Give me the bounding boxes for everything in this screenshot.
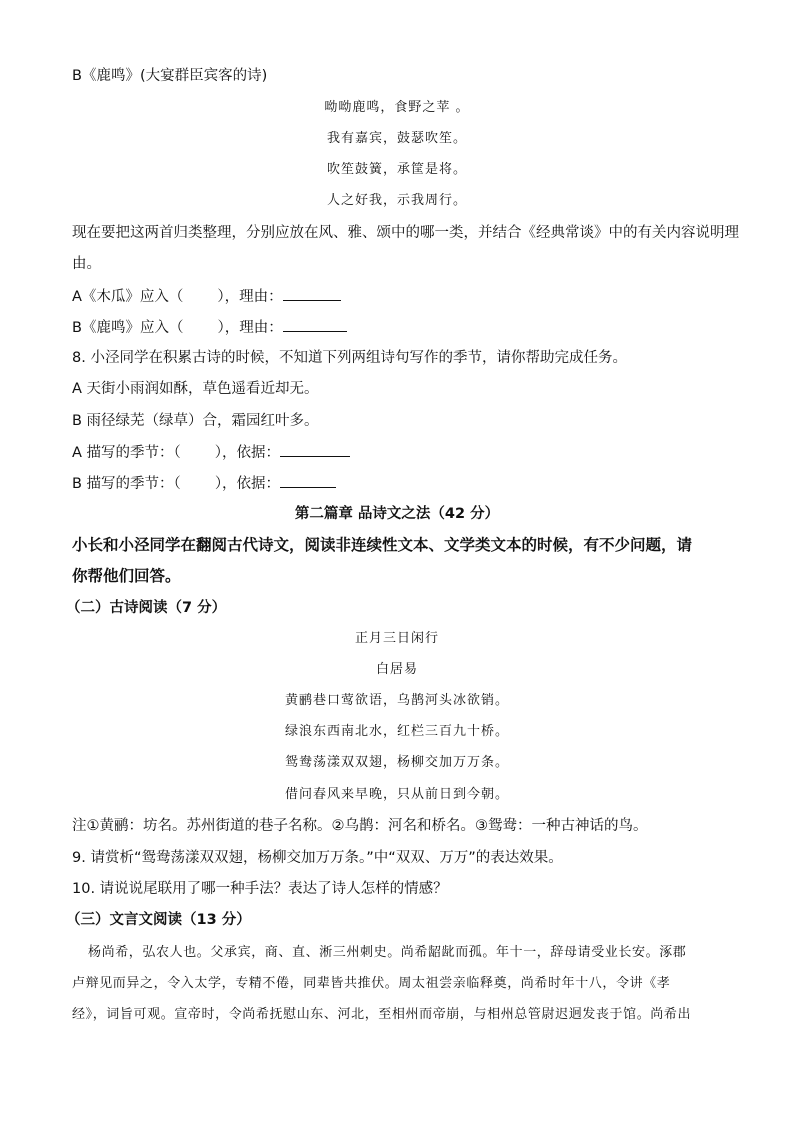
classical-text-line: 卢辩见而异之，令入太学，专精不倦，同辈皆共推伏。周太祖尝亲临释奠，尚希时年十八，令讲《孝 bbox=[72, 976, 671, 991]
poetry-reading-heading: （二）古诗阅读（7 分） bbox=[66, 600, 227, 616]
poem-line: 黄鹂巷口莺欲语，乌鹊河头冰欲销。 bbox=[284, 693, 509, 708]
q7-answer-a bbox=[72, 286, 341, 307]
poem-line: 借问春风来早晚，只从前日到今朝。 bbox=[284, 787, 509, 802]
q8-answer-b bbox=[72, 473, 336, 494]
q8-a-mid: ），依据： bbox=[214, 445, 281, 461]
poem-b-line: 人之好我，示我周行。 bbox=[326, 193, 467, 208]
q7-a-prefix: A《木瓜》应入（ bbox=[72, 289, 184, 305]
poem-b-line: 呦呦鹿鸣，食野之苹 。 bbox=[324, 100, 470, 115]
reason-blank[interactable] bbox=[283, 286, 341, 301]
q8-b-prefix: B 描写的季节：（ bbox=[72, 476, 181, 492]
poem-line: 鸳鸯荡漾双双翅，杨柳交加万万条。 bbox=[284, 755, 509, 770]
basis-blank[interactable] bbox=[280, 473, 336, 488]
q8-b-mid: ），依据： bbox=[214, 476, 281, 492]
q7-a-mid: ），理由： bbox=[217, 289, 283, 305]
basis-blank[interactable] bbox=[280, 442, 350, 457]
poem-line: 绿浪东西南北水，红栏三百九十桥。 bbox=[284, 724, 509, 739]
classical-text-line: 经》，词旨可观。宣帝时，令尚希抚慰山东、河北，至相州而帝崩，与相州总管尉迟迥发丧于馆。尚希出 bbox=[72, 1007, 692, 1022]
poem-note: 注①黄鹂：坊名。苏州街道的巷子名称。②乌鹊：河名和桥名。③鸳鸯：一种古神话的鸟。 bbox=[72, 818, 648, 834]
q7-prompt-cont: 由。 bbox=[72, 256, 101, 272]
poem-title: 正月三日闲行 bbox=[354, 631, 439, 646]
chapter-title: 第二篇章 品诗文之法（42 分） bbox=[294, 506, 500, 522]
q7-b-prefix: B《鹿鸣》应入（ bbox=[72, 320, 184, 336]
poem-b-header: B《鹿鸣》(大宴群臣宾客的诗) bbox=[72, 68, 268, 84]
q10-prompt: 10. 请说说尾联用了哪一种手法？表达了诗人怎样的情感？ bbox=[72, 881, 448, 897]
q8-line-a: A 天街小雨润如酥，草色遥看近却无。 bbox=[72, 381, 319, 397]
q8-line-b: B 雨径绿芜（绿草）合，霜园红叶多。 bbox=[72, 413, 319, 429]
reason-blank[interactable] bbox=[283, 317, 347, 332]
classical-reading-heading: （三）文言文阅读（13 分） bbox=[66, 912, 251, 928]
q9-prompt: 9. 请赏析“鸳鸯荡漾双双翅，杨柳交加万万条。”中“双双、万万”的表达效果。 bbox=[72, 850, 563, 866]
poem-b-line: 我有嘉宾，鼓瑟吹笙。 bbox=[326, 131, 467, 146]
q8-answer-a bbox=[72, 442, 350, 463]
q7-prompt: 现在要把这两首归类整理，分别应放在风、雅、颂中的哪一类，并结合《经典常谈》中的有关内容说明理 bbox=[72, 225, 739, 241]
classical-text-line: 杨尚希，弘农人也。父承宾，商、直、淅三州刺史。尚希龆龀而孤。年十一，辞母请受业长安。涿郡 bbox=[88, 945, 687, 960]
q8-a-prefix: A 描写的季节：（ bbox=[72, 445, 181, 461]
q8-prompt: 8. 小泾同学在积累古诗的时候，不知道下列两组诗句写作的季节，请你帮助完成任务。 bbox=[72, 350, 627, 366]
q7-b-mid: ），理由： bbox=[217, 320, 283, 336]
q7-answer-b bbox=[72, 317, 347, 338]
poem-author: 白居易 bbox=[375, 662, 418, 677]
chapter-intro: 小长和小泾同学在翻阅古代诗文，阅读非连续性文本、文学类文本的时候，有不少问题，请 bbox=[72, 536, 693, 554]
poem-b-line: 吹笙鼓簧，承筐是将。 bbox=[326, 162, 467, 177]
chapter-intro-cont: 你帮他们回答。 bbox=[72, 567, 181, 585]
